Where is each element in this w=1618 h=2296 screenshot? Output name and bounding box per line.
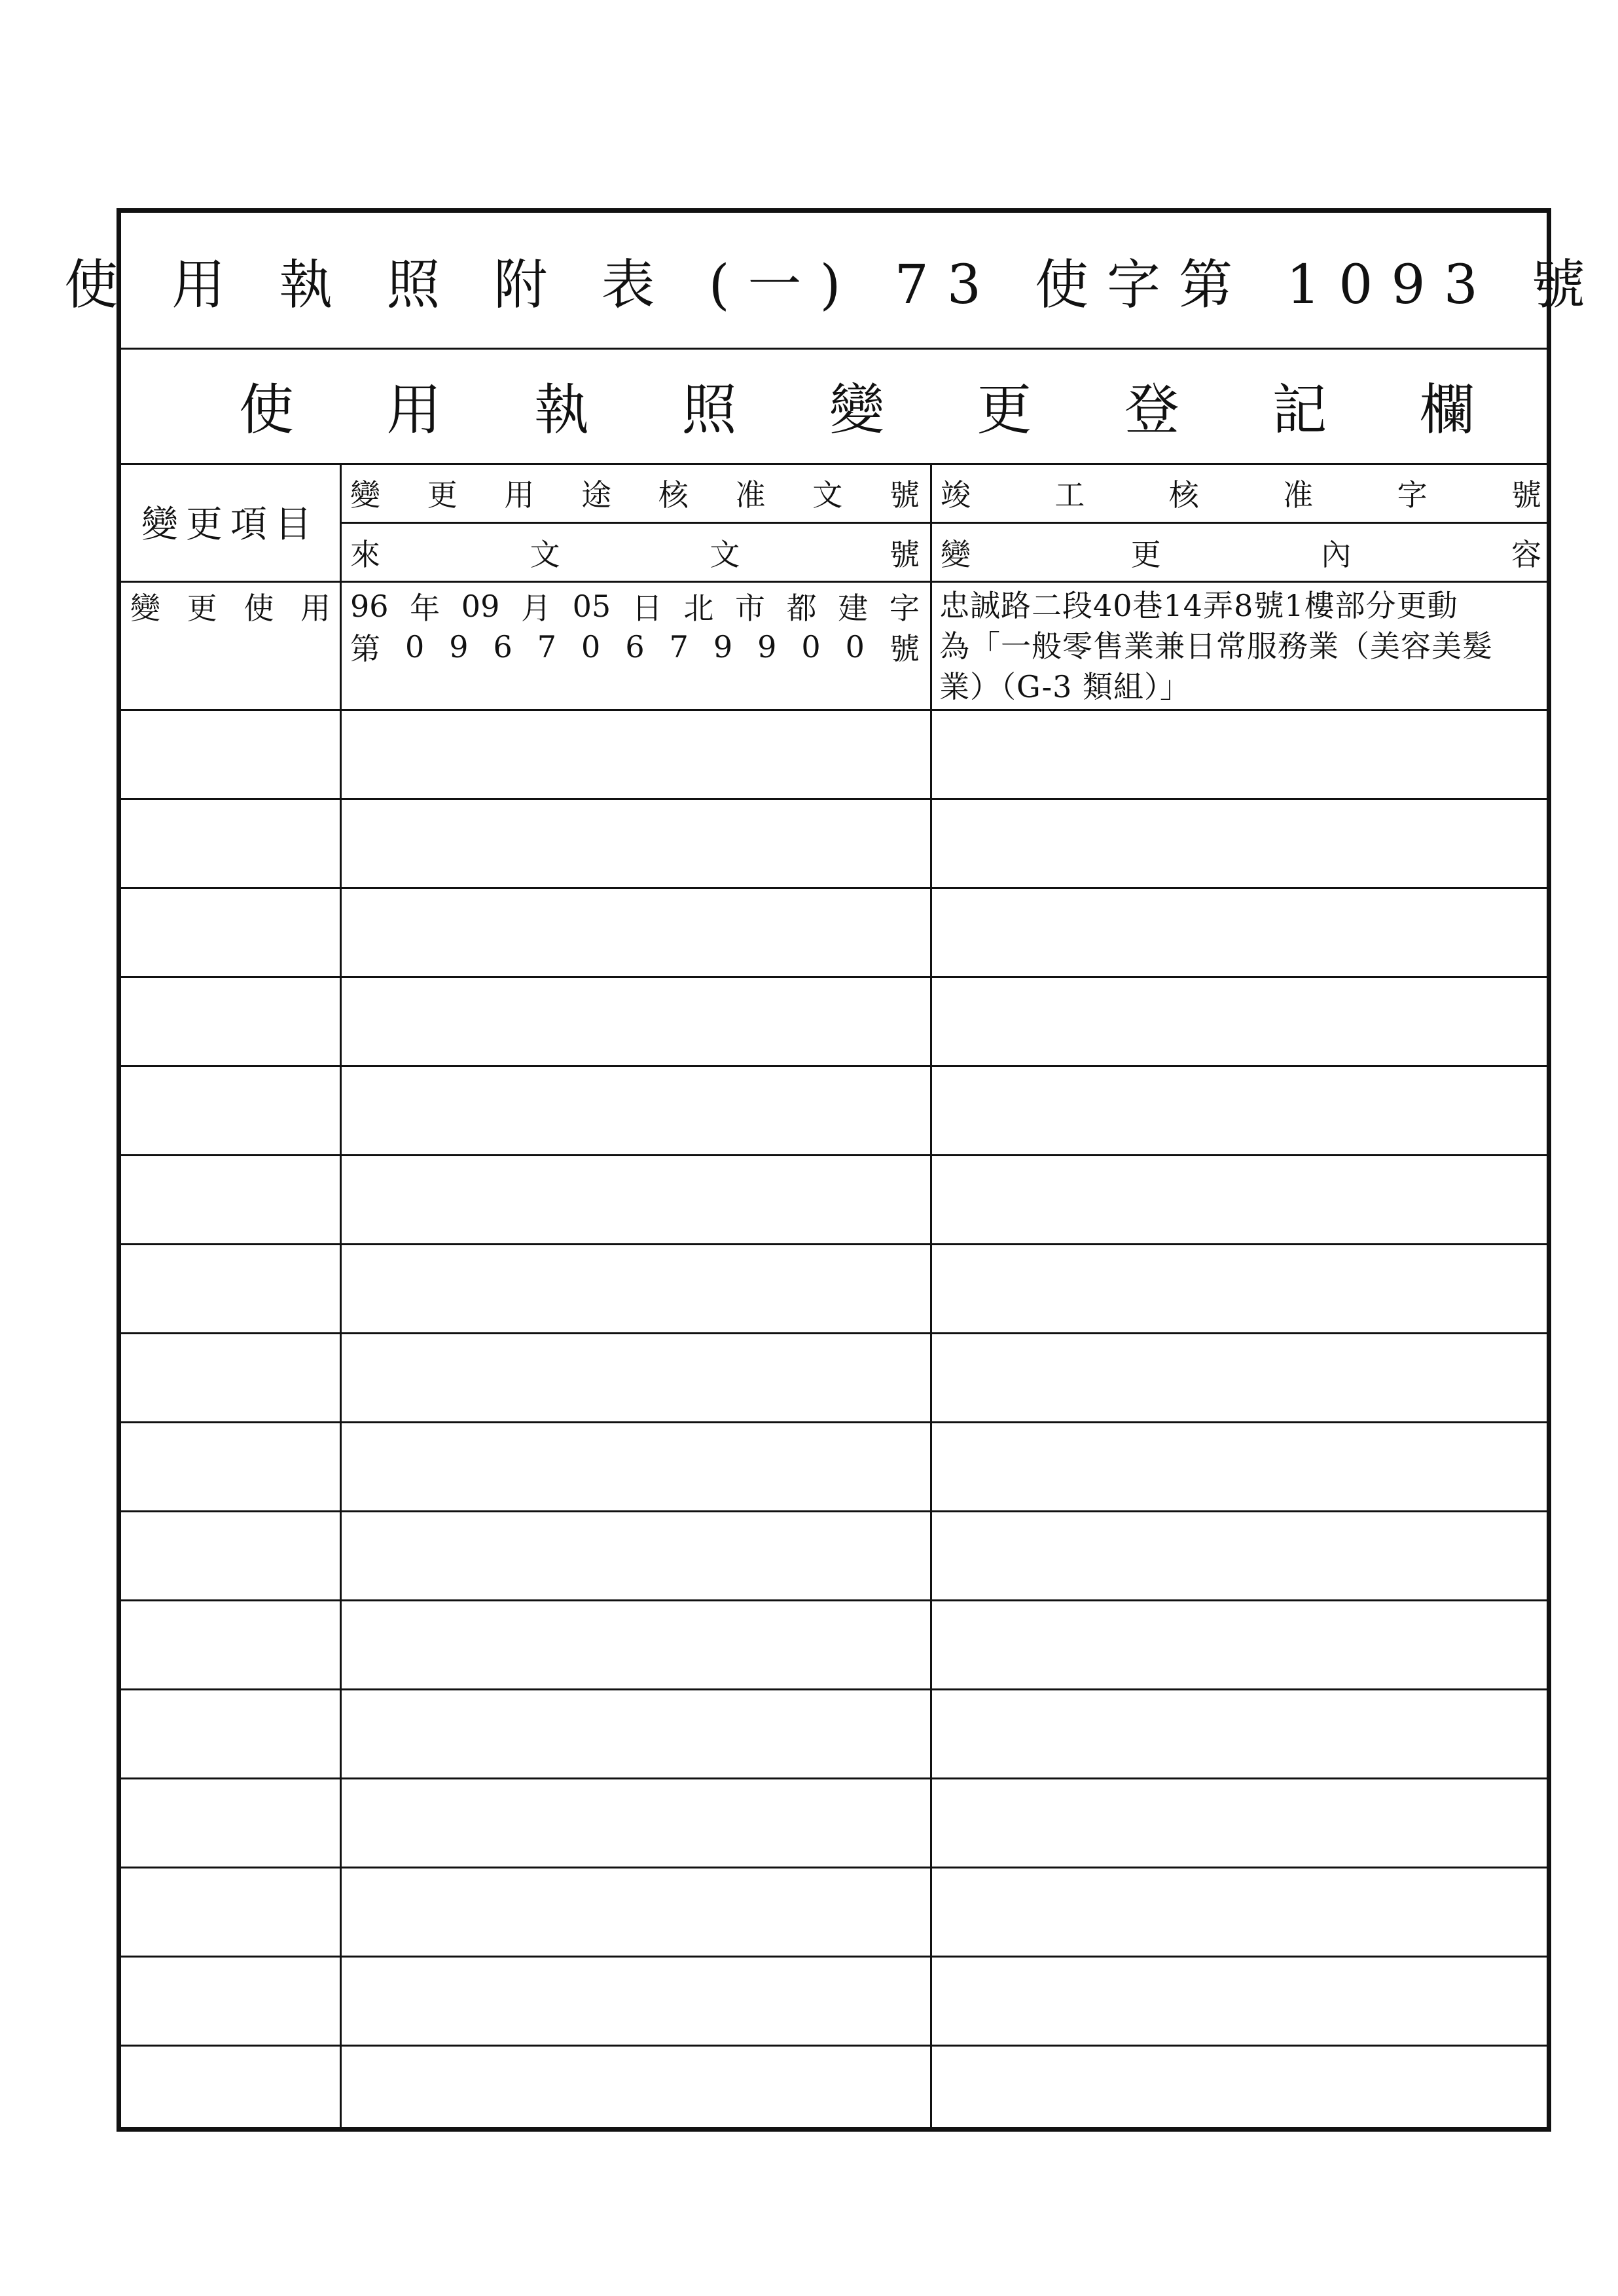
header-char: 用: [504, 477, 535, 513]
header-char: 文: [710, 536, 740, 572]
header-char: 竣: [941, 477, 971, 513]
row-divider: [121, 1599, 1547, 1601]
column-divider-2: [930, 463, 932, 2132]
header-char: 內: [1321, 536, 1352, 572]
row-divider: [121, 709, 1547, 711]
incoming-doc-number-header: [350, 524, 920, 581]
header-char: 途: [581, 477, 612, 513]
doc-token: 0: [845, 629, 865, 665]
usage-license-attachment-form: [64, 208, 1604, 2132]
entry-doc-number-line2: [350, 627, 920, 667]
section-title-char: 用: [386, 377, 442, 442]
section-title-char: 變: [829, 377, 884, 442]
row-divider: [121, 798, 1547, 800]
section-title: [239, 348, 1475, 463]
entry-change-content-line: 業）（G-3 類組）」: [939, 669, 1191, 704]
header-char: 核: [1168, 477, 1199, 513]
entry-doc-number-line1: [350, 586, 920, 627]
row-divider: [121, 2045, 1547, 2047]
form-title: 使 用 執 照 附 表 (一) 73 使字第 1093 號: [64, 253, 1604, 316]
row-divider: [121, 1688, 1547, 1690]
form-title-row: [64, 213, 1604, 350]
doc-token: 市: [735, 591, 766, 626]
section-title-char: 登: [1124, 377, 1179, 442]
header-char: 來: [350, 536, 380, 572]
row-divider: [121, 976, 1547, 978]
header-char: 准: [735, 477, 766, 513]
doc-token: 字: [889, 591, 920, 626]
header-char: 號: [1511, 477, 1541, 513]
header-char: 變: [350, 477, 380, 513]
doc-token: 建: [838, 591, 869, 626]
doc-token: 7: [669, 629, 689, 665]
doc-token: 09: [461, 589, 500, 624]
doc-token: 年: [410, 591, 440, 626]
doc-token: 96: [350, 589, 389, 624]
approval-doc-number-header: [350, 464, 920, 522]
doc-token: 北: [683, 591, 714, 626]
item-char: 使: [243, 591, 274, 626]
row-divider: [121, 1421, 1547, 1423]
section-title-char: 使: [239, 377, 295, 442]
doc-token: 都: [786, 591, 817, 626]
doc-token: 9: [713, 629, 733, 665]
doc-token: 7: [537, 629, 557, 665]
row-divider: [121, 1332, 1547, 1334]
doc-token: 0: [404, 629, 425, 665]
header-char: 容: [1511, 536, 1541, 572]
item-char: 更: [187, 591, 217, 626]
doc-token: 9: [449, 629, 469, 665]
entry-change-item: [130, 586, 331, 627]
section-title-row: [121, 348, 1547, 465]
doc-token: 0: [801, 629, 821, 665]
row-divider: [121, 1867, 1547, 1868]
item-char: 變: [130, 591, 160, 626]
header-char: 文: [812, 477, 843, 513]
doc-token: 第: [350, 631, 380, 666]
header-char: 核: [658, 477, 689, 513]
doc-token: 6: [493, 629, 512, 665]
item-char: 用: [300, 591, 331, 626]
doc-token: 9: [757, 629, 777, 665]
header-char: 文: [530, 536, 560, 572]
section-title-char: 照: [681, 377, 737, 442]
row-divider: [121, 1154, 1547, 1156]
change-item-header: 變更項目: [141, 503, 319, 546]
header-char: 更: [427, 477, 458, 513]
row-divider: [121, 1777, 1547, 1779]
row-divider: [121, 1510, 1547, 1512]
doc-token: 0: [581, 629, 601, 665]
row-divider: [121, 887, 1547, 889]
doc-token: 日: [632, 591, 662, 626]
header-bottom-border: [121, 581, 1547, 583]
completion-approval-number-header: [941, 464, 1541, 522]
section-title-char: 執: [533, 377, 589, 442]
header-char: 變: [941, 536, 971, 572]
section-title-char: 記: [1272, 377, 1327, 442]
change-content-header: [941, 524, 1541, 581]
row-divider: [121, 1065, 1547, 1067]
doc-token: 號: [889, 631, 920, 666]
header-char: 更: [1130, 536, 1161, 572]
doc-token: 05: [572, 589, 611, 624]
section-title-char: 更: [977, 377, 1032, 442]
entry-change-content-line: 為「一般零售業兼日常服務業（美容美髮: [939, 629, 1493, 664]
doc-token: 月: [520, 591, 551, 626]
header-char: 工: [1054, 477, 1085, 513]
header-char: 號: [889, 536, 920, 572]
section-title-char: 欄: [1419, 377, 1475, 442]
row-divider: [121, 1243, 1547, 1245]
column-divider-1: [340, 463, 342, 2132]
header-char: 字: [1397, 477, 1428, 513]
header-char: 准: [1283, 477, 1314, 513]
header-char: 號: [889, 477, 920, 513]
row-divider: [121, 1956, 1547, 1958]
entry-change-content-line: 忠誠路二段40巷14弄8號1樓部分更動: [939, 588, 1458, 623]
doc-token: 6: [625, 629, 645, 665]
